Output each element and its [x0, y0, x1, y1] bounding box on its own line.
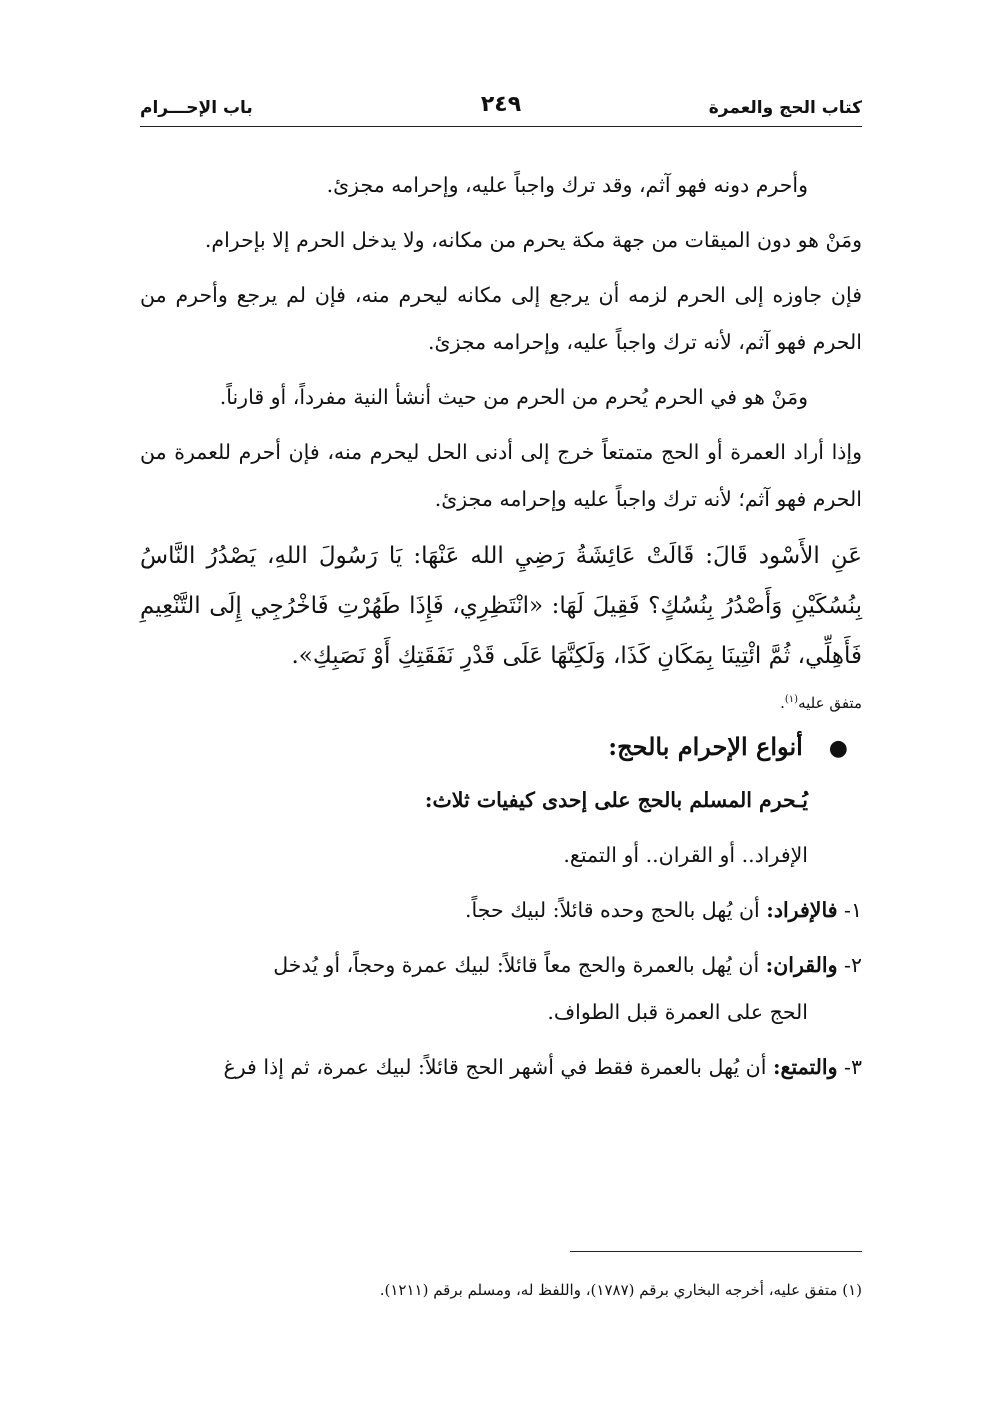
list-item [140, 887, 862, 934]
paragraph: وإذا أراد العمرة أو الحج متمتعاً خرج إلى أدنى الحل ليحرم منه، فإن أحرم للعمرة من الحرم فهو آثم؛ لأنه ترك واجباً عليه وإحرامه مجزئ. [140, 440, 862, 511]
section-heading [140, 722, 862, 773]
paragraph: وأحرم دونه فهو آثم، وقد ترك واجباً عليه، وإحرامه مجزئ. [326, 173, 808, 197]
item-lead: والقران: [765, 953, 838, 977]
section-subtitle: يُـحرم المسلم بالحج على إحدى كيفيات ثلاث: [424, 788, 808, 812]
book-title: كتاب الحج والعمرة [708, 98, 862, 118]
list-item [140, 1044, 862, 1091]
hadith-source [140, 689, 862, 714]
item-lead: والتمتع: [772, 1055, 838, 1079]
item-text: أن يُهل بالعمرة والحج معاً قائلاً: لبيك عمرة وحجاً، أو يُدخل [273, 953, 760, 977]
item-continuation: الحج على العمرة قبل الطواف. [547, 1000, 808, 1024]
item-text: أن يُهل بالحج وحده قائلاً: لبيك حجاً. [465, 898, 760, 922]
hadith-source-label: متفق عليه [798, 694, 862, 712]
hadith-text: عَنِ الأَسْود قَالَ: قَالَتْ عَائِشَةُ رَضِيِ الله عَنْهَا: يَا رَسُولَ اللهِ، يَصْدُرُ النَّاسُ بِنُسُكَيْنِ وَأَصْدُرُ بِنُسُكٍ؟ فَقِيلَ لَهَا: «انْتَظِرِي، فَإِذَا طَهُرْتِ فَاخْرُجِي إِلَى التَّنْعِيمِ فَأَهِلِّي، ثُمَّ ائْتِينَا بِمَكَانِ كَذَا، وَلَكِنَّهَا عَلَى قَدْرِ نَفَقَتِكِ أَوْ نَصَبِكِ». [140, 543, 862, 669]
paragraph: ومَنْ هو في الحرم يُحرم من الحرم من حيث أنشأ النية مفرداً، أو قارناً. [219, 385, 808, 409]
page-number: ٢٤٩ [480, 92, 522, 117]
footnote: (١) متفق عليه، أخرجه البخاري برقم (١٧٨٧)، واللفظ له، ومسلم برقم (١٢١١). [379, 1281, 862, 1299]
item-number: ٢- [844, 953, 862, 977]
page-body [140, 162, 862, 1099]
item-text: أن يُهل بالعمرة فقط في أشهر الحج قائلاً: لبيك عمرة، ثم إذا فرغ [223, 1055, 767, 1079]
page-header [140, 92, 862, 127]
footnote-marker: (١) [784, 694, 799, 705]
types-line: الإفراد.. أو القران.. أو التمتع. [563, 843, 808, 867]
list-item [140, 942, 862, 1036]
footnote-separator [570, 1251, 862, 1252]
item-number: ١- [844, 898, 862, 922]
bullet-icon: ● [828, 735, 848, 761]
section-title: أنواع الإحرام بالحج: [608, 732, 803, 761]
paragraph: ومَنْ هو دون الميقات من جهة مكة يحرم من مكانه، ولا يدخل الحرم إلا بإحرام. [204, 228, 862, 252]
item-number: ٣- [844, 1055, 862, 1079]
hadith-end-mark: . [780, 694, 785, 712]
item-lead: فالإفراد: [766, 898, 838, 922]
chapter-title: باب الإحـــرام [140, 98, 253, 118]
paragraph: فإن جاوزه إلى الحرم لزمه أن يرجع إلى مكانه ليحرم منه، فإن لم يرجع وأحرم من الحرم فهو آثم، لأنه ترك واجباً عليه، وإحرامه مجزئ. [140, 283, 862, 354]
